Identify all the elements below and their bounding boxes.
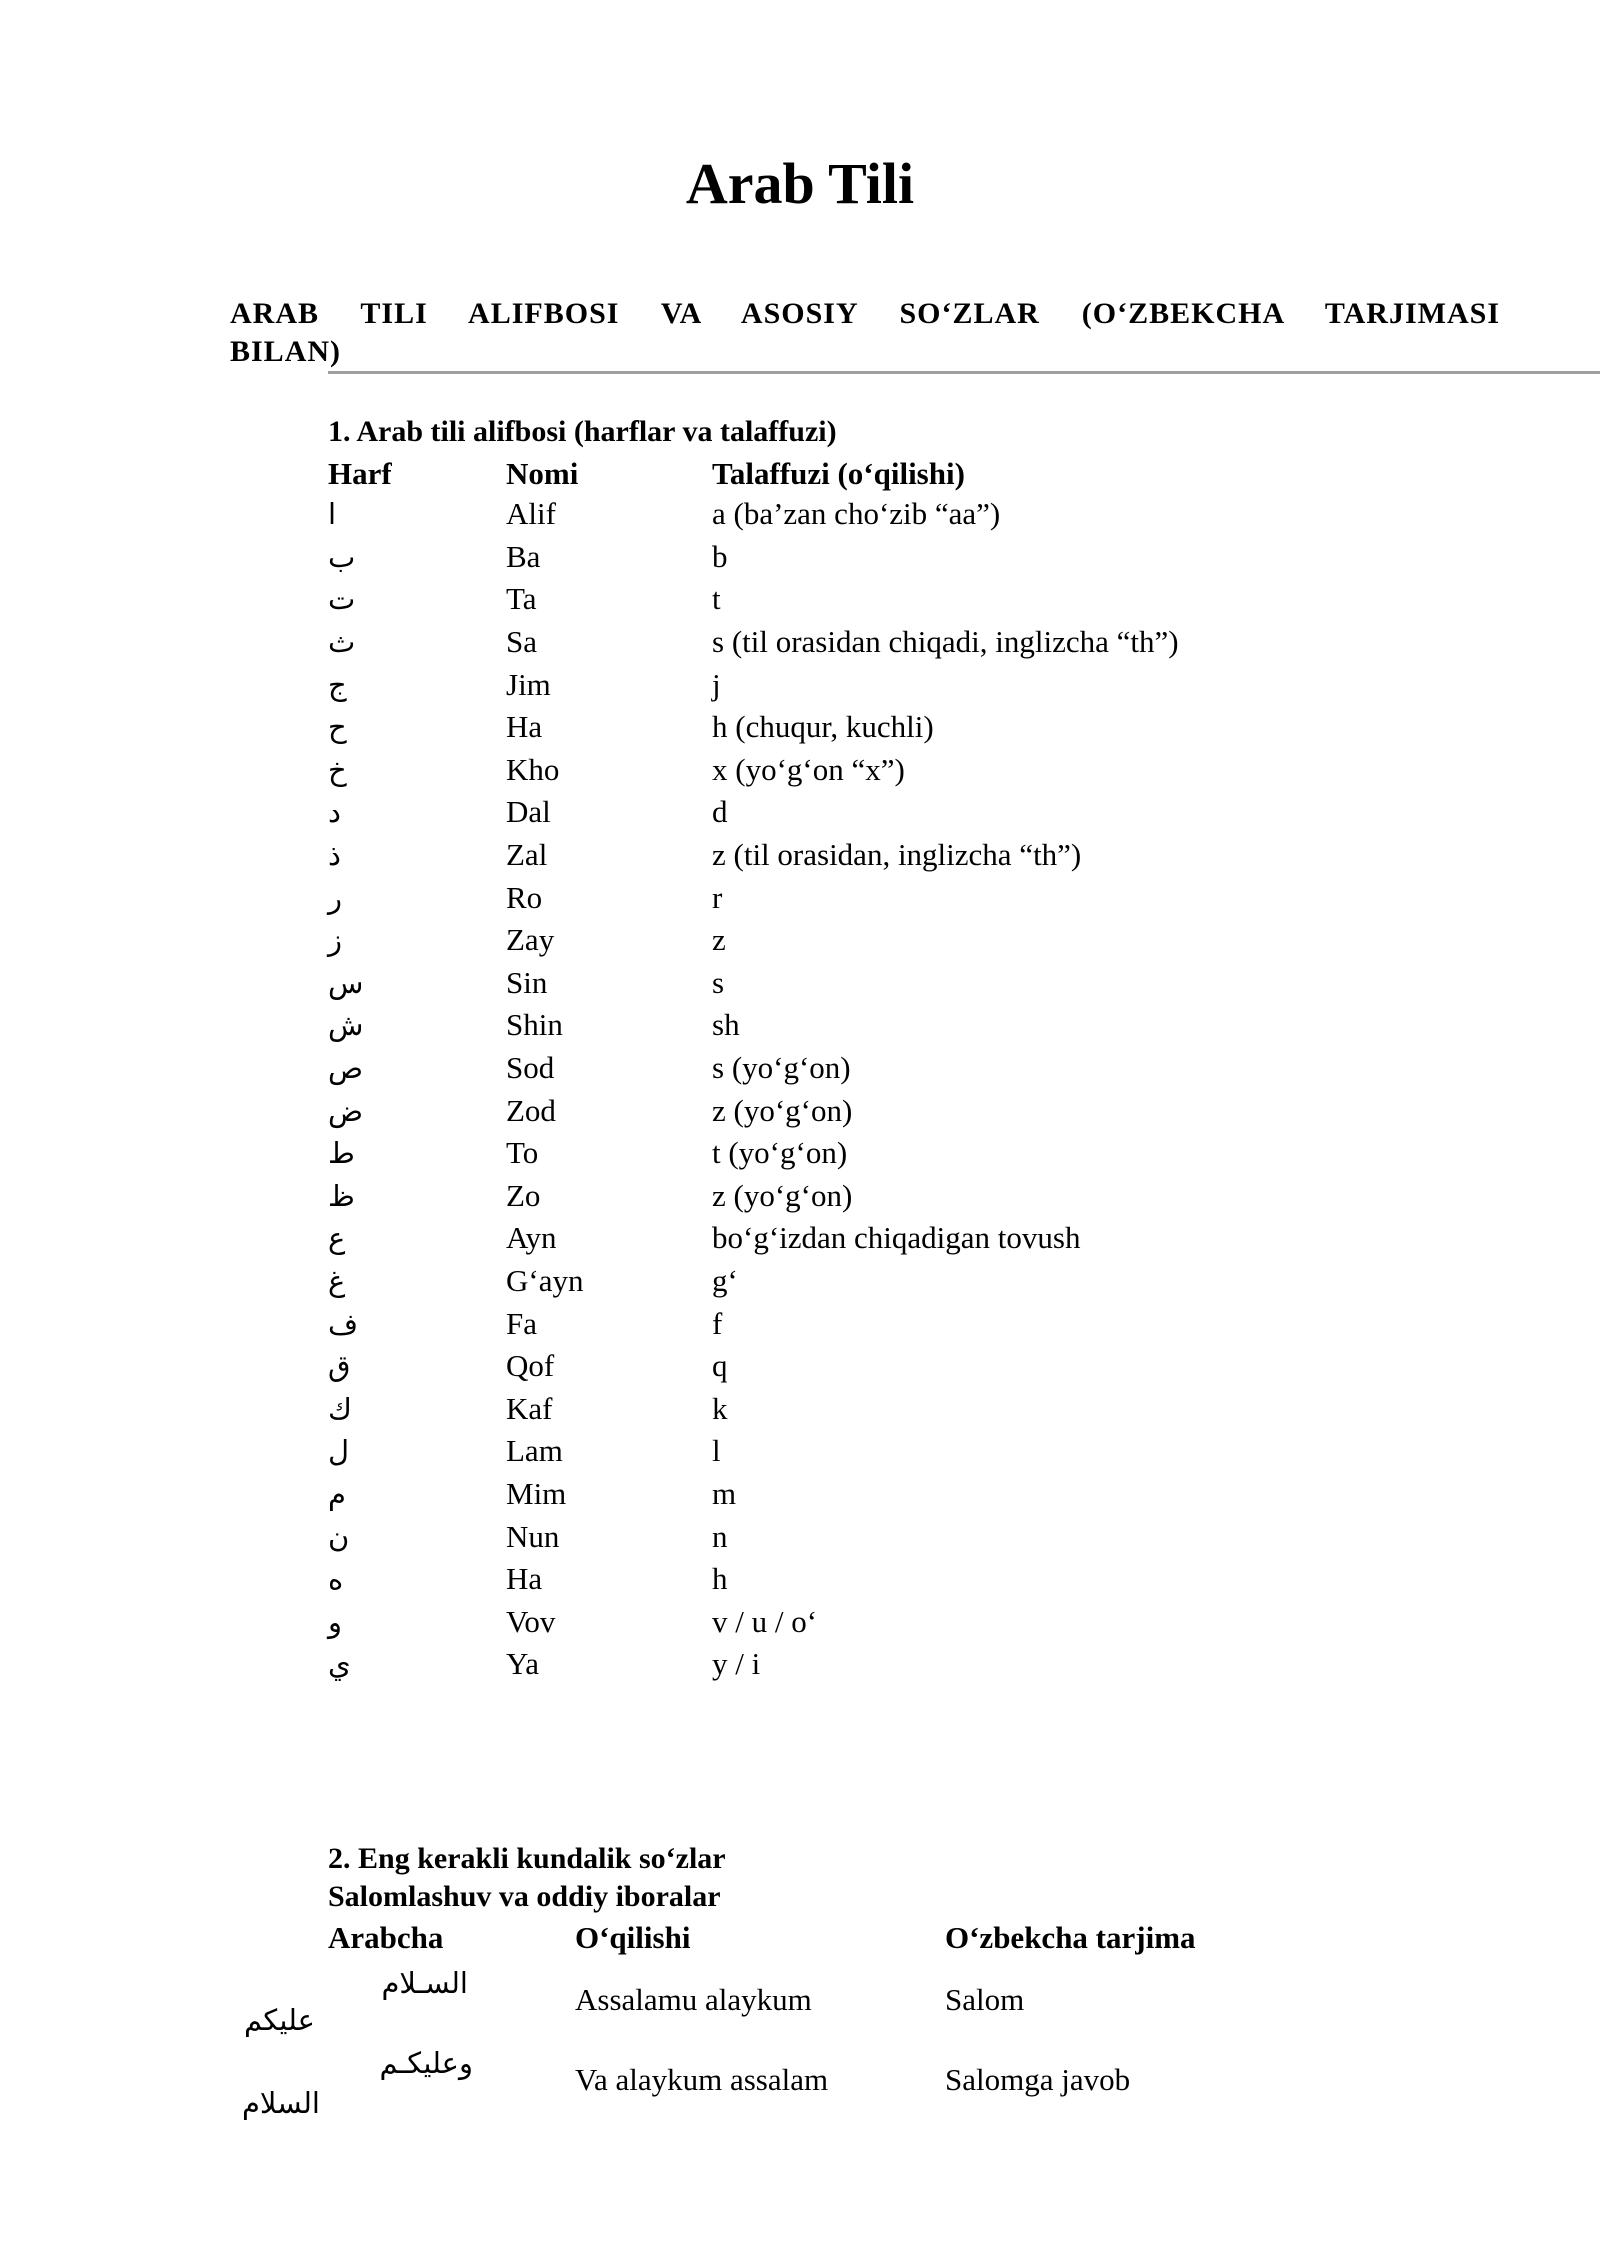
name-cell: Mim <box>506 1475 567 1511</box>
alphabet-row <box>328 1430 1412 1473</box>
pronunciation-cell: h <box>712 1561 728 1597</box>
column-header-nomi: Nomi <box>506 456 579 491</box>
name-cell: Sin <box>506 964 548 1000</box>
phrase-reading: Va alaykum assalam <box>575 2062 829 2097</box>
pronunciation-cell: z (yo‘g‘on) <box>712 1177 853 1213</box>
pronunciation-cell: a (ba’zan cho‘zib “aa”) <box>712 496 1001 532</box>
letter-cell: ج <box>328 667 347 702</box>
alphabet-row <box>328 1515 1412 1558</box>
name-cell: Ha <box>506 709 543 745</box>
pronunciation-cell: f <box>712 1305 723 1341</box>
alphabet-row <box>328 1217 1412 1260</box>
pronunciation-cell: j <box>712 666 721 702</box>
alphabet-row <box>328 663 1412 706</box>
letter-cell: ل <box>328 1434 350 1469</box>
section2-subheading: Salomlashuv va oddiy iboralar <box>328 1880 721 1913</box>
alphabet-row <box>328 706 1412 749</box>
pronunciation-cell: z (til orasidan, inglizcha “th”) <box>712 837 1082 873</box>
name-cell: Zo <box>506 1177 541 1213</box>
letter-cell: ب <box>328 539 356 574</box>
name-cell: Vov <box>506 1603 556 1639</box>
pronunciation-cell: bo‘g‘izdan chiqadigan tovush <box>712 1220 1081 1256</box>
alphabet-row <box>328 1175 1412 1218</box>
column-header-tarjima: O‘zbekcha tarjima <box>945 1920 1196 1955</box>
name-cell: Jim <box>506 666 551 702</box>
name-cell: Qof <box>506 1348 555 1384</box>
alphabet-row <box>328 1473 1412 1516</box>
letter-cell: ا <box>328 497 337 532</box>
alphabet-row <box>328 1132 1412 1175</box>
pronunciation-cell: q <box>712 1348 728 1384</box>
name-cell: Ha <box>506 1561 543 1597</box>
letter-cell: ع <box>328 1221 346 1256</box>
alphabet-row <box>328 1004 1412 1047</box>
name-cell: Sod <box>506 1050 555 1086</box>
phrase-reading: Assalamu alaykum <box>575 1982 812 2017</box>
name-cell: Zod <box>506 1092 556 1128</box>
page-title: Arab Tili <box>685 151 915 216</box>
letter-cell: ز <box>328 923 343 958</box>
letter-cell: خ <box>328 752 347 787</box>
letter-cell: ح <box>328 710 347 745</box>
name-cell: Ta <box>506 581 537 617</box>
alphabet-row <box>328 1260 1412 1303</box>
alphabet-row <box>328 1047 1412 1090</box>
letter-cell: ق <box>328 1349 351 1384</box>
name-cell: Fa <box>506 1305 537 1341</box>
pronunciation-cell: sh <box>712 1007 740 1043</box>
pronunciation-cell: s (til orasidan chiqadi, inglizcha “th”) <box>712 624 1179 660</box>
alphabet-row <box>328 1558 1412 1601</box>
alphabet-row <box>328 1089 1412 1132</box>
letter-cell: ف <box>328 1306 359 1341</box>
name-cell: To <box>506 1135 539 1171</box>
alphabet-table-body <box>328 493 1412 1686</box>
alphabet-table <box>328 455 1412 1686</box>
pronunciation-cell: s <box>712 964 725 1000</box>
name-cell: Ro <box>506 879 543 915</box>
pronunciation-cell: v / u / o‘ <box>712 1603 818 1639</box>
name-cell: Ya <box>506 1646 540 1682</box>
name-cell: Ayn <box>506 1220 557 1256</box>
alphabet-row <box>328 1345 1412 1388</box>
alphabet-row <box>328 493 1412 536</box>
letter-cell: ك <box>328 1391 352 1426</box>
alphabet-row <box>328 962 1412 1005</box>
pronunciation-cell: x (yo‘g‘on “x”) <box>712 751 905 787</box>
alphabet-row <box>328 1302 1412 1345</box>
pronunciation-cell: r <box>712 879 723 915</box>
letter-cell: ت <box>328 582 356 617</box>
letter-cell: ن <box>328 1519 350 1554</box>
section1-heading: 1. Arab tili alifbosi (harflar va talaffuzi) <box>328 415 837 448</box>
name-cell: Shin <box>506 1007 563 1043</box>
alphabet-row <box>328 919 1412 962</box>
name-cell: Nun <box>506 1518 560 1554</box>
phrase-arabic-line1: السـلام <box>381 1966 468 2000</box>
letter-cell: د <box>328 795 341 830</box>
name-cell: Zay <box>506 922 555 958</box>
pronunciation-cell: b <box>712 538 728 574</box>
alphabet-row <box>328 1600 1412 1643</box>
letter-cell: غ <box>328 1263 346 1298</box>
letter-cell: و <box>328 1604 343 1639</box>
pronunciation-cell: g‘ <box>712 1262 738 1298</box>
phrase-translation: Salom <box>945 1982 1025 2017</box>
letter-cell: ظ <box>328 1178 355 1213</box>
pronunciation-cell: l <box>712 1433 721 1469</box>
pronunciation-cell: m <box>712 1475 737 1511</box>
letter-cell: ث <box>328 625 356 660</box>
column-header-harf: Harf <box>328 456 392 491</box>
phrase-translation: Salomga javob <box>945 2062 1131 2097</box>
pronunciation-cell: s (yo‘g‘on) <box>712 1050 851 1086</box>
letter-cell: ي <box>328 1647 351 1682</box>
alphabet-row <box>328 1387 1412 1430</box>
column-header-talaffuzi: Talaffuzi (o‘qilishi) <box>712 456 965 491</box>
name-cell: G‘ayn <box>506 1262 584 1298</box>
column-header-arabcha: Arabcha <box>328 1920 444 1955</box>
alphabet-row <box>328 791 1412 834</box>
name-cell: Dal <box>506 794 551 830</box>
pronunciation-cell: z <box>712 922 726 958</box>
pronunciation-cell: k <box>712 1390 728 1426</box>
pronunciation-cell: d <box>712 794 728 830</box>
name-cell: Alif <box>506 496 556 532</box>
phrase-arabic-line1: وعليكـم <box>379 2046 473 2080</box>
name-cell: Zal <box>506 837 548 873</box>
alphabet-row <box>328 578 1412 621</box>
alphabet-row <box>328 834 1412 877</box>
horizontal-rule <box>328 371 1600 374</box>
column-header-oqilishi: O‘qilishi <box>575 1920 691 1955</box>
pronunciation-cell: n <box>712 1518 728 1554</box>
alphabet-row <box>328 536 1412 579</box>
pronunciation-cell: z (yo‘g‘on) <box>712 1092 853 1128</box>
letter-cell: ط <box>328 1136 355 1171</box>
pronunciation-cell: t <box>712 581 721 617</box>
pronunciation-cell: h (chuqur, kuchli) <box>712 709 934 745</box>
alphabet-row <box>328 876 1412 919</box>
document-subtitle-tail: BILAN) <box>230 335 342 368</box>
letter-cell: ذ <box>328 838 341 873</box>
pronunciation-cell: y / i <box>712 1646 761 1682</box>
letter-cell: ش <box>328 1008 364 1043</box>
name-cell: Kaf <box>506 1390 553 1426</box>
letter-cell: ر <box>328 880 343 915</box>
letter-cell: م <box>328 1476 346 1511</box>
alphabet-row <box>328 749 1412 792</box>
letter-cell: ه <box>328 1562 344 1597</box>
alphabet-row <box>328 1643 1412 1686</box>
name-cell: Kho <box>506 751 560 787</box>
letter-cell: س <box>328 965 364 1000</box>
alphabet-row <box>328 621 1412 664</box>
alphabet-table-header <box>328 455 1412 493</box>
pronunciation-cell: t (yo‘g‘on) <box>712 1135 848 1171</box>
name-cell: Lam <box>506 1433 563 1469</box>
letter-cell: ص <box>328 1051 364 1086</box>
section2-heading: 2. Eng kerakli kundalik so‘zlar <box>328 1842 726 1875</box>
phrase-arabic-line2: السلام <box>241 2086 320 2120</box>
name-cell: Ba <box>506 538 541 574</box>
phrase-arabic-line2: عليكم <box>244 2003 315 2037</box>
name-cell: Sa <box>506 624 537 660</box>
letter-cell: ض <box>328 1093 364 1128</box>
document-subtitle: ARAB TILI ALIFBOSI VA ASOSIY SO‘ZLAR (O‘ZBEKCHA TARJIMASI <box>230 297 1500 330</box>
